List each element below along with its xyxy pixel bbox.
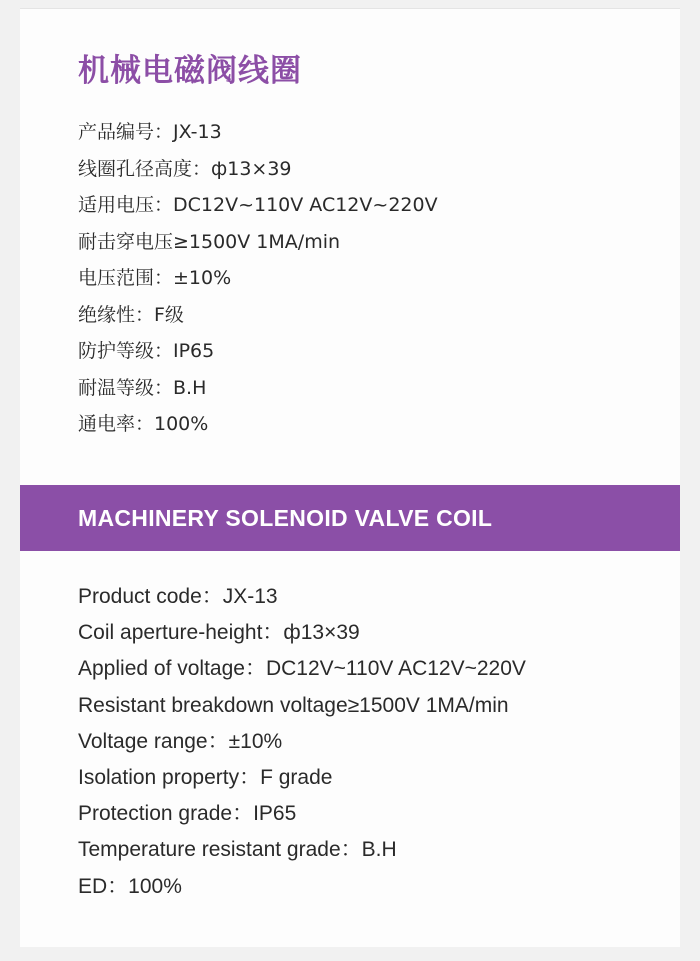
cn-spec-temperature: 耐温等级：B.H bbox=[78, 376, 207, 399]
cn-spec-voltage-range: 电压范围：±10% bbox=[78, 267, 232, 289]
cn-spec-list bbox=[78, 114, 438, 443]
cn-spec-product-code: 产品编号：JX-13 bbox=[78, 121, 222, 143]
en-spec-applied-voltage: Applied of voltage：DC12V~110V AC12V~220V bbox=[78, 657, 526, 681]
en-spec-product-code: Product code：JX-13 bbox=[78, 585, 278, 608]
cn-spec-duty-rate: 通电率：100% bbox=[78, 413, 209, 435]
en-spec-list bbox=[78, 579, 526, 905]
cn-spec-protection: 防护等级：IP65 bbox=[78, 340, 215, 362]
en-title-banner bbox=[20, 485, 680, 551]
en-spec-protection: Protection grade：IP65 bbox=[78, 802, 297, 826]
spec-sheet-card bbox=[20, 8, 680, 947]
en-spec-temperature: Temperature resistant grade：B.H bbox=[78, 838, 397, 862]
en-spec-breakdown-voltage: Resistant breakdown voltage≥1500V 1MA/min bbox=[78, 693, 509, 717]
cn-title: 机械电磁阀线圈 bbox=[78, 53, 302, 89]
en-spec-coil-aperture: Coil aperture-height：ф13×39 bbox=[78, 621, 360, 645]
cn-spec-coil-aperture: 线圈孔径高度：ф13×39 bbox=[78, 157, 292, 180]
cn-spec-insulation: 绝缘性：F级 bbox=[78, 303, 184, 326]
en-spec-duty-rate: ED：100% bbox=[78, 874, 182, 898]
en-spec-voltage-range: Voltage range：±10% bbox=[78, 729, 283, 753]
en-spec-isolation: Isolation property：F grade bbox=[78, 765, 333, 789]
cn-spec-applied-voltage: 适用电压：DC12V~110V AC12V~220V bbox=[78, 194, 438, 216]
en-banner-title: MACHINERY SOLENOID VALVE COIL bbox=[78, 505, 493, 531]
cn-spec-breakdown-voltage: 耐击穿电压≥1500V 1MA/min bbox=[78, 230, 341, 253]
